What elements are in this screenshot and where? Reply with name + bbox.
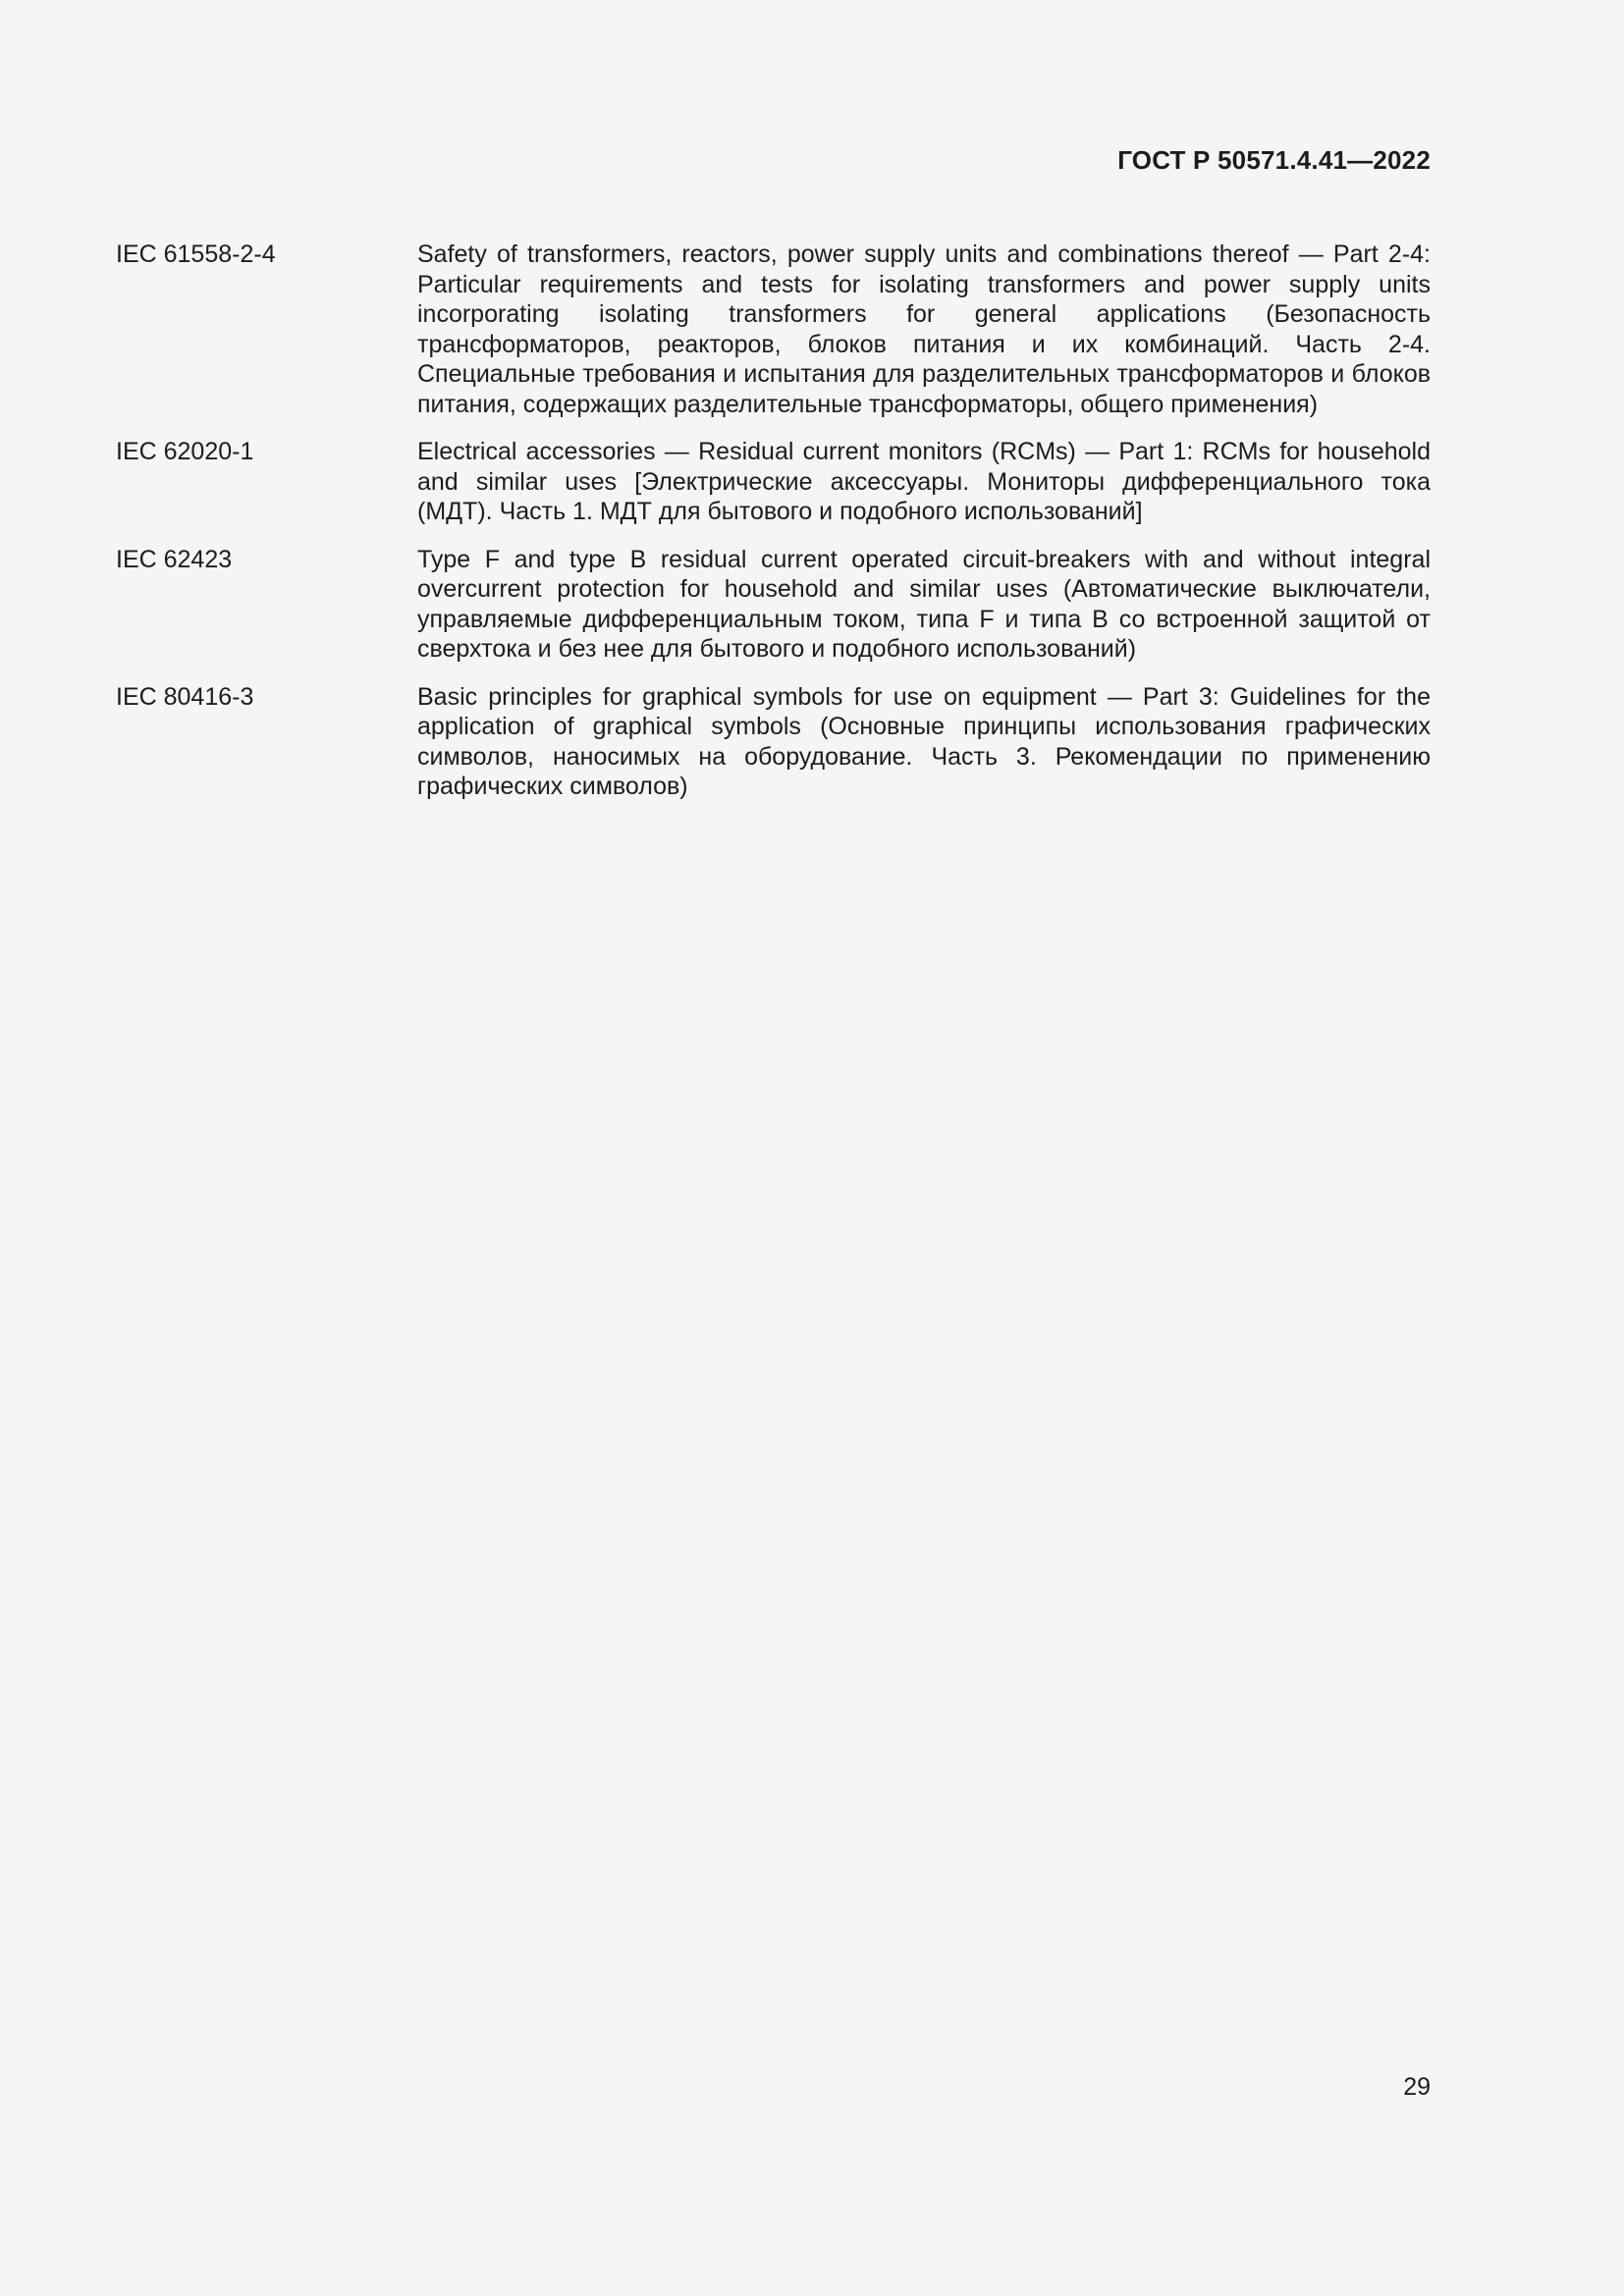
reference-code: IEC 80416-3 — [116, 682, 254, 711]
reference-title: Basic principles for graphical symbols for use on equipment — Part 3: Guidelines for the application of graphical symbols (Основные принципы использования графических символов, наносимых на оборудование. Часть 3. Рекомендации по применению графических символов) — [417, 682, 1431, 800]
reference-code: IEC 61558-2-4 — [116, 240, 276, 268]
reference-title: Safety of transformers, reactors, power supply units and combinations thereof — Part 2-4: Particular requirements and tests for isolating transformers and power supply units incorporating isolating transformers for general applications (Безопасность трансформаторов, реакторов, блоков питания и их комбинаций. Часть 2-4. Специальные требования и испытания для разделительных трансформаторов и блоков питания, содержащих разделительные трансформаторы, общего применения) — [417, 240, 1431, 418]
reference-entry — [116, 240, 1431, 419]
reference-entry — [116, 437, 1431, 527]
reference-code: IEC 62423 — [116, 545, 233, 573]
reference-title: Electrical accessories — Residual current monitors (RCMs) — Part 1: RCMs for household and similar uses [Электрические аксессуары. Мониторы дифференциального тока (МДТ). Часть 1. МДТ для бытового и подобного использований] — [417, 438, 1431, 525]
reference-title: Type F and type B residual current operated circuit-breakers with and without integral overcurrent protection for household and similar uses (Автоматические выключатели, управляемые дифференциальным током, типа F и типа B со встроенной защитой от сверхтока и без нее для бытового и подобного использований) — [417, 545, 1431, 663]
normative-references-list — [116, 240, 1431, 820]
reference-entry — [116, 545, 1431, 665]
page-number: 29 — [1403, 2073, 1431, 2101]
reference-entry — [116, 682, 1431, 802]
reference-code: IEC 62020-1 — [116, 438, 254, 465]
standard-designation: ГОСТ Р 50571.4.41—2022 — [1117, 145, 1431, 175]
